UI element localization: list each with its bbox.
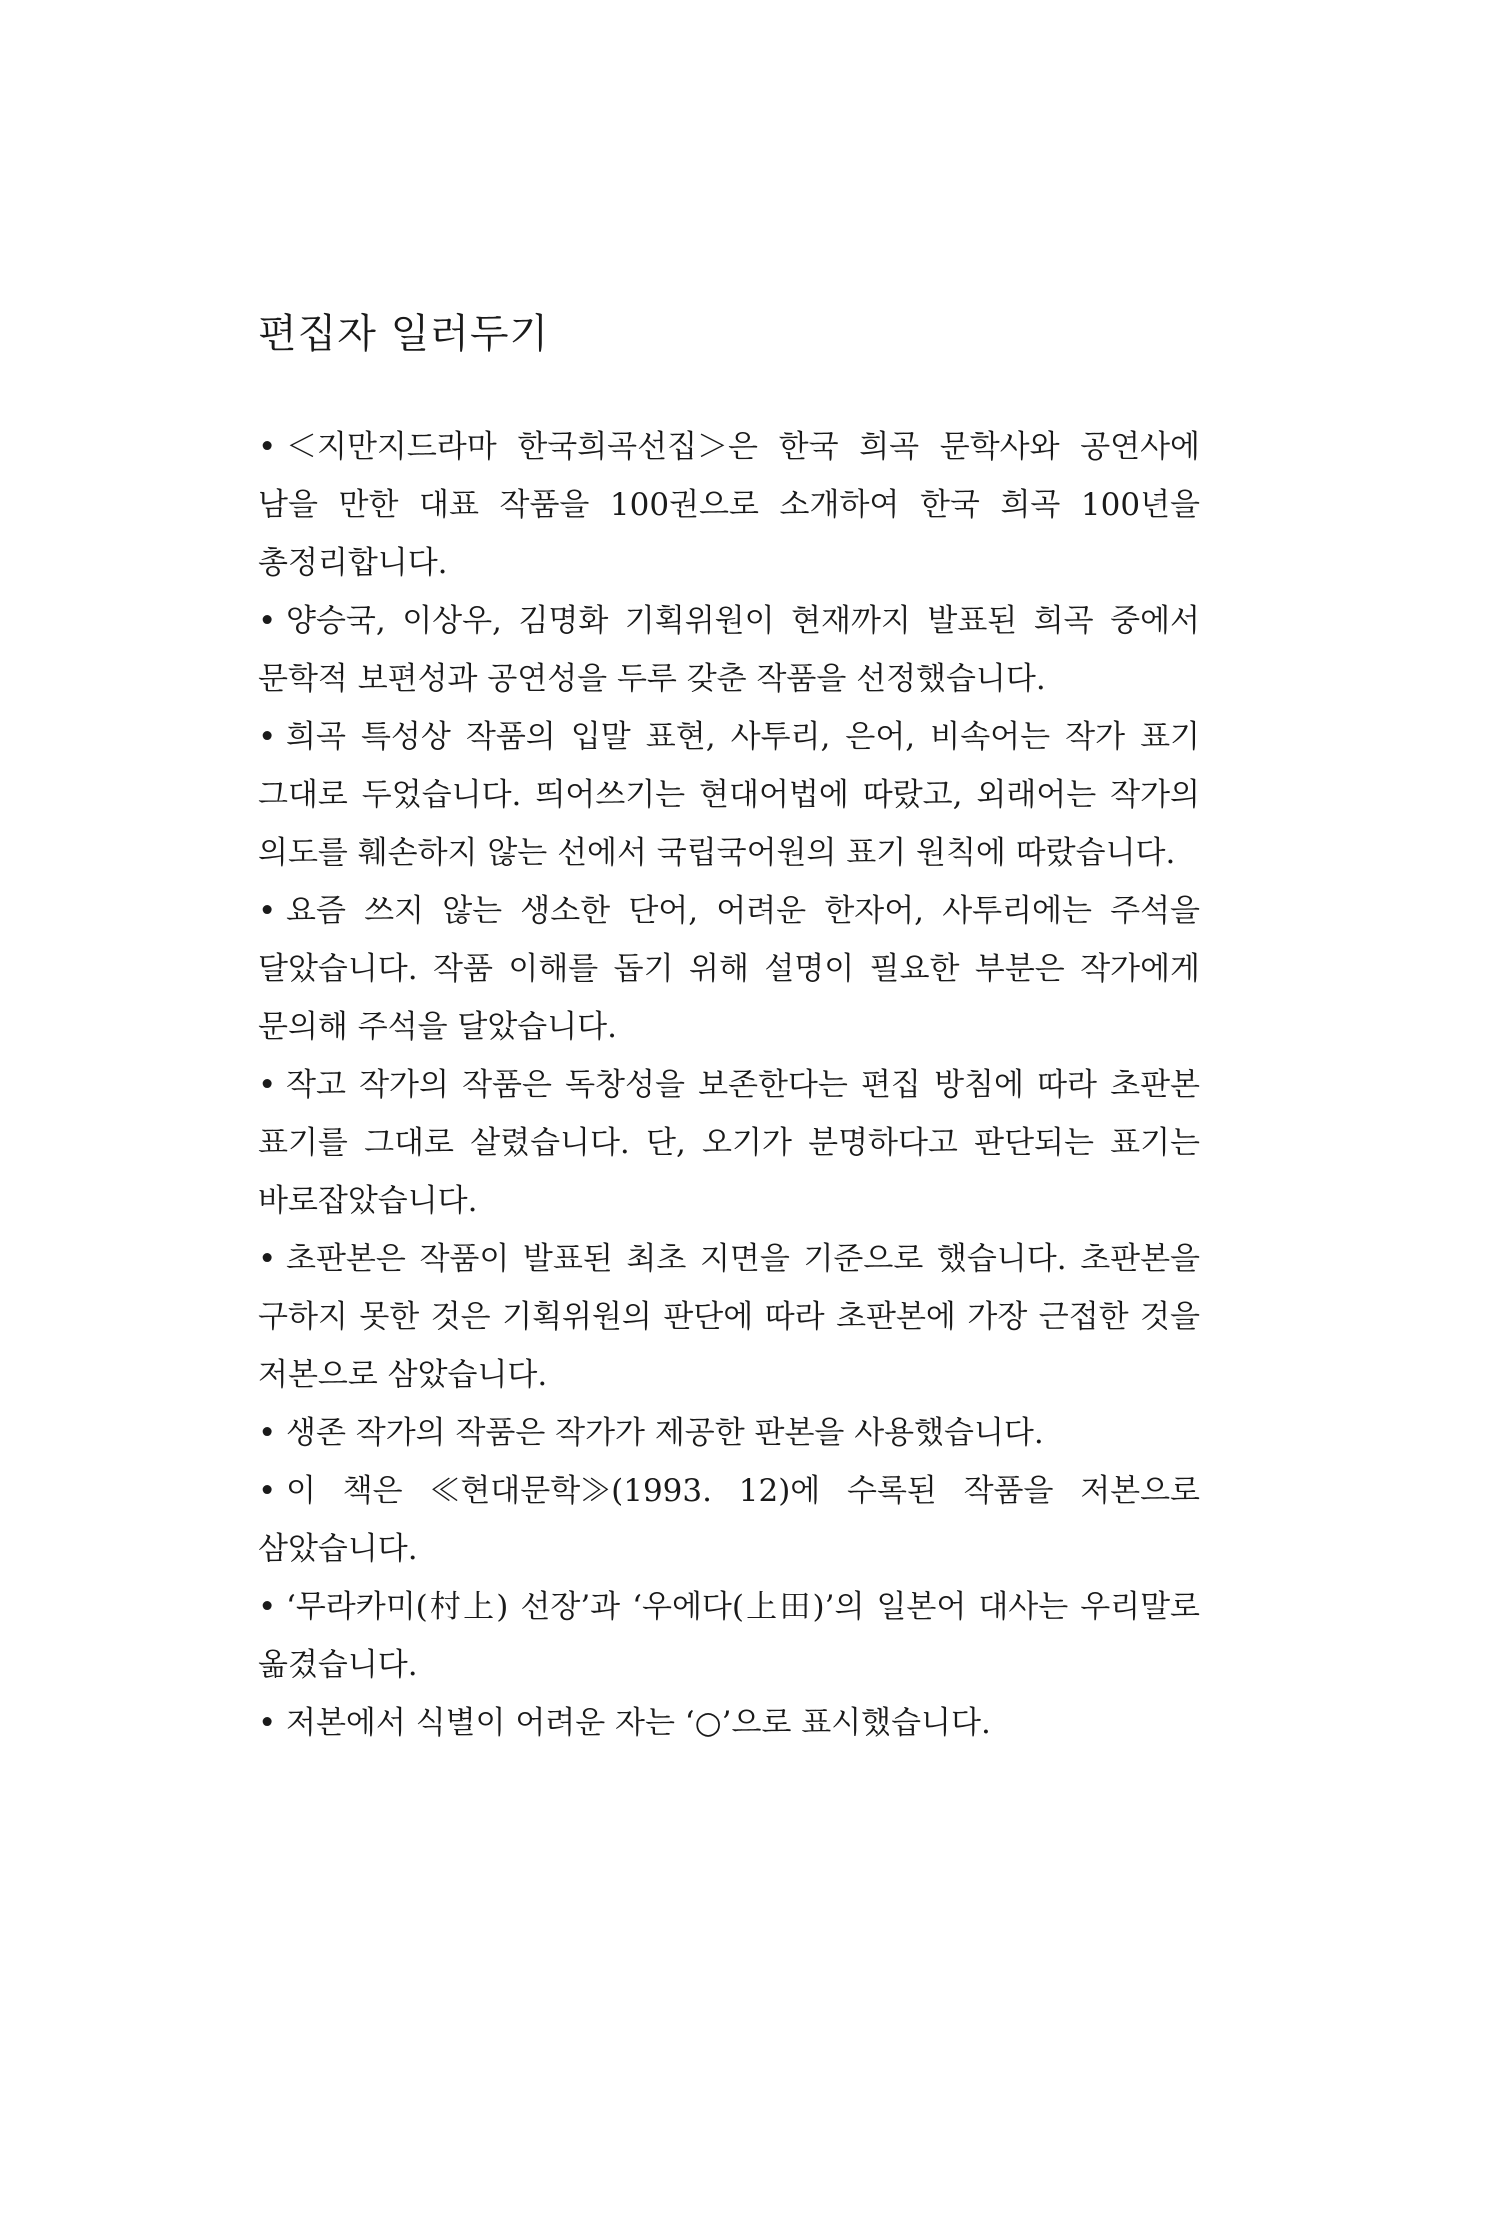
note-text: 생존 작가의 작품은 작가가 제공한 판본을 사용했습니다. (286, 1415, 1044, 1451)
bullet-icon: • (258, 893, 277, 929)
note-text: 초판본은 작품이 발표된 최초 지면을 기준으로 했습니다. 초판본을 구하지 못한 것은 기획위원의 판단에 따라 초판본에 가장 근접한 것을 저본으로 삼았습니다. (258, 1241, 1200, 1393)
note-item (258, 708, 1200, 882)
note-text: 희곡 특성상 작품의 입말 표현, 사투리, 은어, 비속어는 작가 표기 그대로 두었습니다. 띄어쓰기는 현대어법에 따랐고, 외래어는 작가의 의도를 훼손하지 않는 선에서 국립국어원의 표기 원칙에 따랐습니다. (258, 719, 1200, 871)
bullet-icon: • (258, 1067, 277, 1103)
note-text: 양승국, 이상우, 김명화 기획위원이 현재까지 발표된 희곡 중에서 문학적 보편성과 공연성을 두루 갖춘 작품을 선정했습니다. (258, 603, 1200, 697)
note-item (258, 1462, 1200, 1578)
note-text: ‘무라카미(村上) 선장’과 ‘우에다(上田)’의 일본어 대사는 우리말로 옮겼습니다. (258, 1589, 1200, 1683)
bullet-icon: • (258, 1589, 277, 1625)
bullet-icon: • (258, 1473, 277, 1509)
note-item (258, 1578, 1200, 1694)
bullet-icon: • (258, 429, 277, 465)
note-item (258, 592, 1200, 708)
note-item (258, 418, 1200, 592)
note-text: 요즘 쓰지 않는 생소한 단어, 어려운 한자어, 사투리에는 주석을 달았습니다. 작품 이해를 돕기 위해 설명이 필요한 부분은 작가에게 문의해 주석을 달았습니다. (258, 893, 1200, 1045)
bullet-icon: • (258, 603, 277, 639)
note-item (258, 1056, 1200, 1230)
bullet-icon: • (258, 719, 277, 755)
editor-notes-list (258, 418, 1200, 1752)
note-item (258, 1230, 1200, 1404)
note-text: 작고 작가의 작품은 독창성을 보존한다는 편집 방침에 따라 초판본 표기를 그대로 살렸습니다. 단, 오기가 분명하다고 판단되는 표기는 바로잡았습니다. (258, 1067, 1200, 1219)
bullet-icon: • (258, 1241, 277, 1277)
page-title: 편집자 일러두기 (258, 311, 550, 357)
bullet-icon: • (258, 1415, 277, 1451)
note-item (258, 1694, 1200, 1752)
note-item (258, 882, 1200, 1056)
note-text: ＜지만지드라마 한국희곡선집＞은 한국 희곡 문학사와 공연사에 남을 만한 대표 작품을 100권으로 소개하여 한국 희곡 100년을 총정리합니다. (258, 429, 1200, 581)
bullet-icon: • (258, 1705, 277, 1741)
note-item (258, 1404, 1200, 1462)
note-text: 저본에서 식별이 어려운 자는 ‘○’으로 표시했습니다. (286, 1705, 991, 1741)
note-text: 이 책은 ≪현대문학≫(1993. 12)에 수록된 작품을 저본으로 삼았습니다. (258, 1473, 1200, 1567)
